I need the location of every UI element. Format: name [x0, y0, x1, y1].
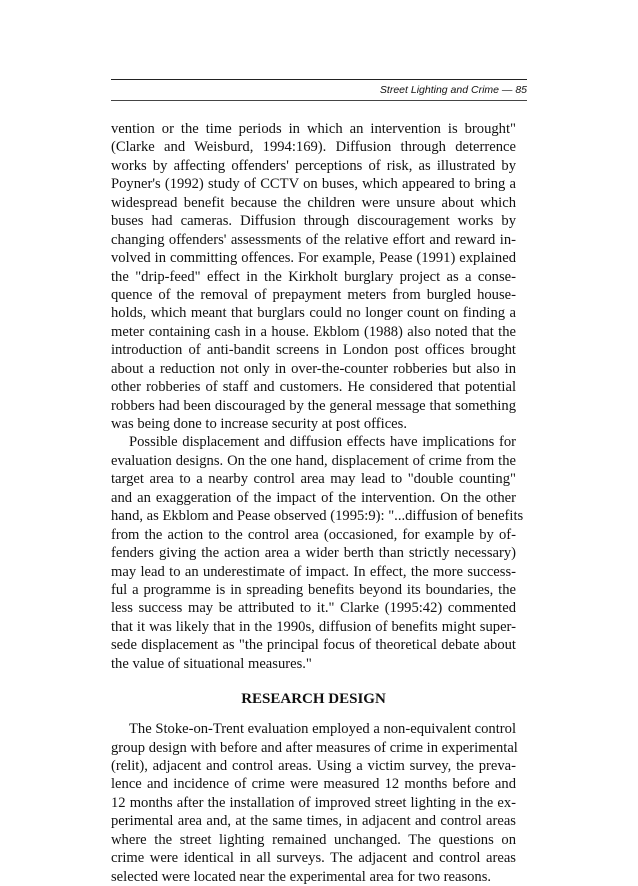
text-line: the value of situational measures." — [111, 655, 312, 672]
paragraph-3 — [111, 720, 516, 886]
text-line: The Stoke-on-Trent evaluation employed a non-equivalent control — [129, 721, 516, 738]
text-line: perimental area and, at the same times, in adjacent and control areas — [111, 813, 516, 830]
text-line: meter containing cash in a house. Ekblom (1988) also noted that the — [111, 323, 516, 340]
text-line: crime were identical in all surveys. The adjacent and control areas — [111, 850, 516, 867]
text-line: Possible displacement and diffusion effects have implications for — [129, 434, 516, 451]
text-line: evaluation designs. On the one hand, displacement of crime from the — [111, 452, 516, 469]
text-line: introduction of anti-bandit screens in London post offices brought — [111, 342, 516, 359]
text-line: and an exaggeration of the impact of the intervention. On the other — [111, 489, 516, 506]
text-line: sede displacement as "the principal focus of theoretical debate about — [111, 637, 516, 654]
text-line: that it was likely that in the 1990s, diffusion of benefits might super- — [111, 618, 516, 635]
text-line: 12 months after the installation of improved street lighting in the ex- — [111, 794, 516, 811]
text-line: group design with before and after measures of crime in experimental — [111, 739, 518, 756]
header-rule-bottom — [111, 100, 527, 101]
paragraph-2 — [111, 433, 524, 673]
text-line: less success may be attributed to it." Clarke (1995:42) commented — [111, 600, 516, 617]
section-heading: RESEARCH DESIGN — [241, 691, 386, 708]
text-line: holds, which meant that burglars could no longer count on finding a — [111, 305, 516, 322]
text-line: quence of the removal of prepayment meters from burgled house- — [111, 286, 516, 303]
text-line: works by affecting offenders' perceptions of risk, as illustrated by — [111, 157, 516, 174]
page-body — [111, 120, 524, 886]
text-line: fenders giving the action area a wider berth than strictly necessary) — [111, 545, 516, 562]
text-line: where the street lighting remained unchanged. The questions on — [111, 831, 516, 848]
text-line: the "drip-feed" effect in the Kirkholt burglary project as a conse- — [111, 268, 516, 285]
text-line: other robberies of staff and customers. He considered that potential — [111, 379, 516, 396]
header-rule-top — [111, 79, 527, 80]
text-line: robbers had been discouraged by the general message that something — [111, 397, 516, 414]
text-line: widespread benefit because the children were unsure about which — [111, 194, 516, 211]
running-head: Street Lighting and Crime — 85 — [379, 84, 527, 96]
text-line: vention or the time periods in which an intervention is brought" — [111, 121, 516, 137]
text-line: ful a programme is in spreading benefits beyond its boundaries, the — [111, 581, 516, 598]
text-line: (Clarke and Weisburd, 1994:169). Diffusion through deterrence — [111, 139, 516, 156]
text-line: may lead to an underestimate of impact. In effect, the more success- — [111, 563, 516, 580]
paragraph-1 — [111, 120, 516, 433]
text-line: from the action to the control area (occasioned, for example by of- — [111, 526, 516, 543]
text-line: target area to a nearby control area may lead to "double counting" — [111, 471, 516, 488]
text-line: volved in committing offences. For example, Pease (1991) explained — [111, 250, 516, 267]
text-line: Poyner's (1992) study of CCTV on buses, which appeared to bring a — [111, 176, 516, 193]
text-line: (relit), adjacent and control areas. Using a victim survey, the preva- — [111, 758, 516, 774]
text-line: changing offenders' assessments of the relative effort and reward in- — [111, 231, 516, 248]
text-line: selected were located near the experimental area for two reasons. — [111, 868, 492, 885]
text-line: about a reduction not only in over-the-counter robberies but also in — [111, 360, 516, 377]
text-line: hand, as Ekblom and Pease observed (1995:9): "...diffusion of benefits — [111, 508, 524, 525]
text-line: buses had cameras. Diffusion through discouragement works by — [111, 213, 516, 230]
text-line: was being done to increase security at post offices. — [111, 416, 407, 432]
text-line: lence and incidence of crime were measured 12 months before and — [111, 776, 516, 793]
